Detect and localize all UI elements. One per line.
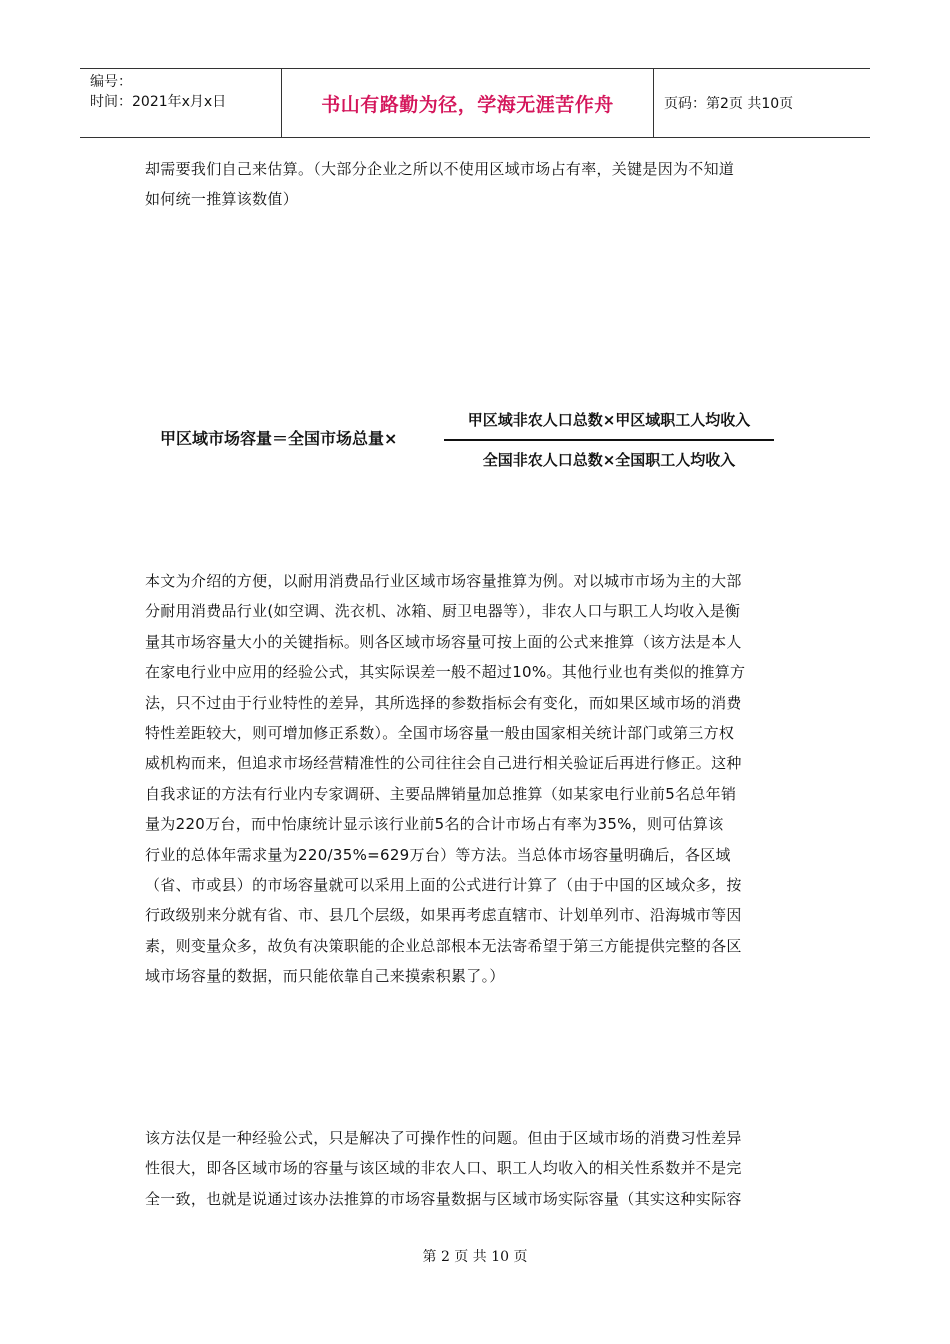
formula-numerator: 甲区域非农人口总数×甲区域职工人均收入 [467, 411, 751, 429]
formula-left-side: 甲区域市场容量＝全国市场总量× [160, 429, 398, 448]
text-line: 自我求证的方法有行业内专家调研、主要品牌销量加总推算（如某家电行业前5名总年销 [145, 784, 737, 803]
document-date: 时间：2021年x月x日 [90, 94, 227, 110]
formula-fraction-bar [444, 439, 774, 441]
text-line: 量为220万台，而中怡康统计显示该行业前5名的合计市场占有率为35%，则可估算该 [145, 815, 724, 834]
body-paragraph-1 [145, 566, 805, 992]
text-line: 分耐用消费品行业(如空调、洗衣机、冰箱、厨卫电器等），非农人口与职工人均收入是衡 [145, 602, 741, 621]
body-paragraph-2 [145, 1123, 805, 1214]
text-line: 行业的总体年需求量为220/35%=629万台）等方法。当总体市场容量明确后，各区域 [145, 845, 731, 864]
text-line: 特性差距较大，则可增加修正系数）。全国市场容量一般由国家相关统计部门或第三方权 [145, 724, 735, 743]
text-line: 全一致，也就是说通过该办法推算的市场容量数据与区域市场实际容量（其实这种实际容 [145, 1189, 742, 1208]
text-line: 本文为介绍的方便，以耐用消费品行业区域市场容量推算为例。对以城市市场为主的大部 [145, 572, 742, 590]
header-motto: 书山有路勤为径，学海无涯苦作舟 [281, 69, 654, 137]
text-line: 却需要我们自己来估算。（大部分企业之所以不使用区域市场占有率，关键是因为不知道 [145, 160, 735, 178]
header-meta [80, 69, 281, 137]
text-line: 性很大，即各区域市场的容量与该区域的非农人口、职工人均收入的相关性系数并不是完 [145, 1159, 742, 1178]
text-line: 域市场容量的数据，而只能依靠自己来摸索积累了。） [145, 967, 505, 986]
text-line: 法，只不过由于行业特性的差异，其所选择的参数指标会有变化，而如果区域市场的消费 [145, 693, 742, 712]
text-line: 如何统一推算该数值） [145, 190, 299, 209]
text-line: 量其市场容量大小的关键指标。则各区域市场容量可按上面的公式来推算（该方法是本人 [145, 632, 742, 651]
text-line: 在家电行业中应用的经验公式，其实际误差一般不超过10%。其他行业也有类似的推算方 [145, 663, 746, 682]
intro-paragraph [145, 154, 805, 215]
text-line: （省、市或县）的市场容量就可以采用上面的公式进行计算了（由于中国的区域众多，按 [145, 876, 742, 895]
page-header [80, 68, 870, 138]
formula-denominator: 全国非农人口总数×全国职工人均收入 [482, 451, 736, 469]
header-page-info: 页码：第2页 共10页 [664, 96, 794, 112]
page-footer: 第 2 页 共 10 页 [422, 1249, 528, 1265]
text-line: 行政级别来分就有省、市、县几个层级，如果再考虑直辖市、计划单列市、沿海城市等因 [145, 906, 742, 925]
text-line: 威机构而来，但追求市场经营精准性的公司往往会自己进行相关验证后再进行修正。这种 [145, 754, 742, 773]
text-line: 该方法仅是一种经验公式，只是解决了可操作性的问题。但由于区域市场的消费习性差异 [145, 1129, 742, 1147]
text-line: 素，则变量众多，故负有决策职能的企业总部根本无法寄希望于第三方能提供完整的各区 [145, 936, 742, 955]
document-number-label: 编号： [90, 74, 132, 90]
